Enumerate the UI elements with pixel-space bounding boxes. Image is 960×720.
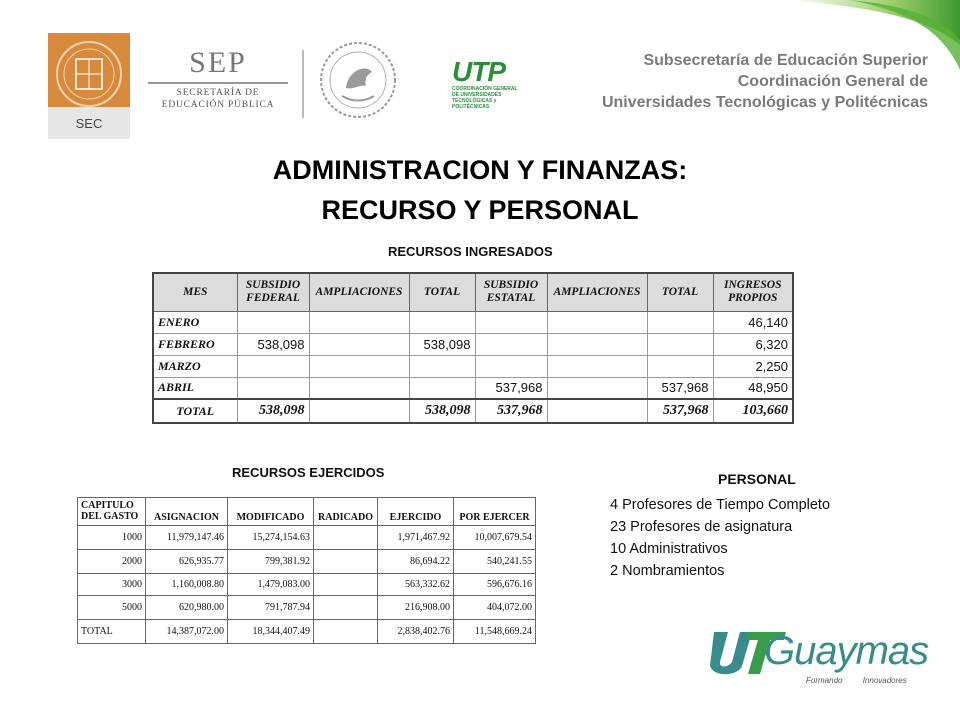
subsecretaria-line: Universidades Tecnológicas y Politécnicas [601,94,928,111]
column-header: MES [153,273,237,311]
table-cell: 538,098 [237,333,309,355]
mexican-seal-icon [318,40,398,120]
table-cell: 48,950 [713,377,793,399]
table-cell: 6,320 [713,333,793,355]
table-cell: ABRIL [153,377,237,399]
table-cell: 103,660 [713,399,793,423]
table-cell: 18,344,407.49 [228,620,314,644]
table-total-row [78,620,536,644]
table-cell [237,311,309,333]
table-cell [309,311,409,333]
table-cell: 537,968 [647,377,713,399]
sep-line2: EDUCACIÓN PÚBLICA [161,100,275,110]
table-cell: 11,979,147.46 [146,526,228,550]
table-cell [309,333,409,355]
table-cell: 537,968 [475,399,547,423]
table-cell: 538,098 [409,399,475,423]
table-cell [647,355,713,377]
table-row [153,355,793,377]
table-row [153,333,793,355]
column-header: CAPITULO DEL GASTO [78,498,146,526]
column-header: POR EJERCER [454,498,536,526]
column-header: TOTAL [409,273,475,311]
header-divider [302,50,304,118]
column-header: EJERCIDO [378,498,454,526]
ut-caption-innovadores: Innovadores [862,676,907,685]
table-total-row [153,399,793,423]
column-header: TOTAL [647,273,713,311]
page-title-line1: ADMINISTRACION Y FINANZAS: [272,155,688,185]
table-cell: 537,968 [647,399,713,423]
table-cell: 404,072.00 [454,596,536,620]
column-header: SUBSIDIO FEDERAL [237,273,309,311]
table-cell [237,377,309,399]
column-header: INGRESOS PROPIOS [713,273,793,311]
table-cell: 10,007,679.54 [454,526,536,550]
ingresados-heading: RECURSOS INGRESADOS [388,244,553,259]
table-cell [547,399,647,423]
table-cell [409,377,475,399]
ingresados-table [152,272,794,424]
column-header: ASIGNACION [146,498,228,526]
column-header: AMPLIACIONES [547,273,647,311]
column-header: AMPLIACIONES [309,273,409,311]
table-cell [314,574,378,596]
table-row [78,550,536,574]
table-cell [409,311,475,333]
column-header: MODIFICADO [228,498,314,526]
table-cell: 620,980.00 [146,596,228,620]
table-cell [409,355,475,377]
table-cell: 1000 [78,526,146,550]
table-header-row [153,273,793,311]
table-cell: 538,098 [409,333,475,355]
table-row [153,377,793,399]
table-cell [237,355,309,377]
sec-emblem-icon [54,39,124,109]
sep-line1: SECRETARÍA DE [176,88,260,98]
table-cell [314,596,378,620]
table-cell: 538,098 [237,399,309,423]
sec-label: SEC [48,107,130,139]
subsecretaria-line: Coordinación General de [737,73,928,90]
table-row [153,311,793,333]
column-header: SUBSIDIO ESTATAL [475,273,547,311]
table-cell: 791,787.94 [228,596,314,620]
utp-caption-line2: TECNOLÓGICAS y POLITÉCNICAS [452,98,497,110]
table-cell [547,333,647,355]
column-header: RADICADO [314,498,378,526]
table-cell [314,526,378,550]
sec-logo [48,33,130,139]
sep-rule [148,82,288,84]
table-cell: 11,548,669.24 [454,620,536,644]
table-cell: 3000 [78,574,146,596]
table-row [78,526,536,550]
table-cell: MARZO [153,355,237,377]
ejercidos-table [77,497,536,644]
table-cell [314,620,378,644]
table-cell: 14,387,072.00 [146,620,228,644]
table-cell: 537,968 [475,377,547,399]
list-item: 23 Profesores de asignatura [610,519,793,535]
list-item: 2 Nombramientos [610,563,725,579]
table-cell: 1,971,467.92 [378,526,454,550]
table-cell: 540,241.55 [454,550,536,574]
list-item: 10 Administrativos [610,541,728,557]
sep-logo [143,48,293,122]
table-cell [547,377,647,399]
utp-caption-line1: COORDINACIÓN GENERAL DE UNIVERSIDADES [452,86,518,98]
ut-guaymas-logo [706,626,960,692]
table-cell: 596,676.16 [454,574,536,596]
table-cell: 563,332.62 [378,574,454,596]
table-cell [309,377,409,399]
table-row [78,596,536,620]
table-cell [547,311,647,333]
table-cell [475,333,547,355]
table-cell: 626,935.77 [146,550,228,574]
table-cell: 15,274,154.63 [228,526,314,550]
table-cell: FEBRERO [153,333,237,355]
ut-caption-formando: Formando [806,676,843,685]
list-item: 4 Profesores de Tiempo Completo [610,497,831,513]
ejercidos-heading: RECURSOS EJERCIDOS [232,465,385,480]
ut-caption [806,676,925,685]
table-cell [647,333,713,355]
table-header-row [78,498,536,526]
subsecretaria-line: Subsecretaría de Educación Superior [643,52,928,69]
table-cell [475,355,547,377]
personal-heading: PERSONAL [718,471,796,487]
personal-list [610,494,830,582]
subsecretaria-block [602,50,928,113]
table-cell: 799,381.92 [228,550,314,574]
table-row [78,574,536,596]
table-cell: 46,140 [713,311,793,333]
table-cell: 86,694.22 [378,550,454,574]
table-cell: TOTAL [78,620,146,644]
table-cell: ENERO [153,311,237,333]
table-cell [475,311,547,333]
table-cell: 1,160,008.80 [146,574,228,596]
page-title [0,150,960,230]
table-cell: 2,838,402.76 [378,620,454,644]
table-cell [309,355,409,377]
table-cell: 5000 [78,596,146,620]
table-cell: 1,479,083.00 [228,574,314,596]
sep-word: SEP [189,46,247,79]
table-cell: 2,250 [713,355,793,377]
ut-guaymas-word: Guaymas [764,629,929,673]
table-cell: 2000 [78,550,146,574]
table-cell [547,355,647,377]
table-cell [647,311,713,333]
utp-word: UTP [452,56,505,87]
page-title-line2: RECURSO Y PERSONAL [321,195,639,225]
table-cell [309,399,409,423]
table-cell: TOTAL [153,399,237,423]
table-cell [314,550,378,574]
table-cell: 216,908.00 [378,596,454,620]
utp-logo [452,58,522,108]
